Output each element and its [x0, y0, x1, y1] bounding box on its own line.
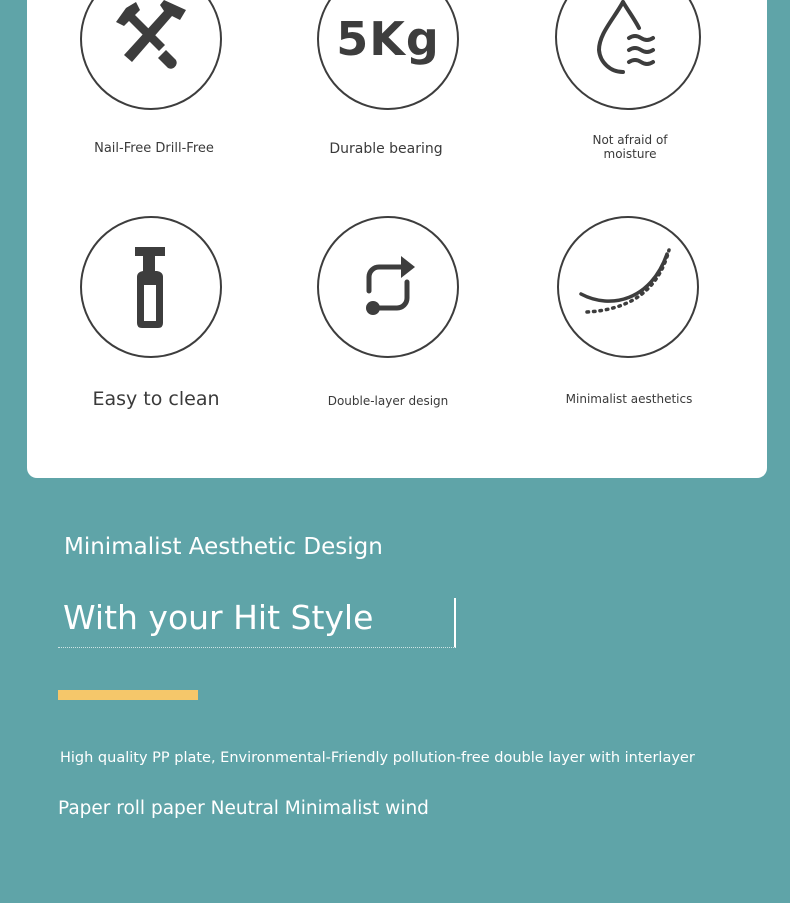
features-card: [27, 0, 767, 478]
accent-bar: [58, 690, 198, 700]
section-subheading: With your Hit Style: [63, 598, 374, 637]
loop-circle: [317, 216, 459, 358]
tools-icon: [106, 0, 196, 84]
curve-icon: [573, 242, 683, 332]
feature-label-moisture-1: Not afraid of: [592, 133, 668, 147]
feature-label-moisture-2: moisture: [603, 147, 657, 161]
section-heading: Minimalist Aesthetic Design: [64, 534, 383, 560]
feature-label-easy-clean: Easy to clean: [92, 388, 220, 410]
feature-label-durable-bearing: Durable bearing: [329, 141, 443, 157]
water-drop-icon: [583, 0, 673, 82]
feature-label-nail-free: Nail-Free Drill-Free: [94, 141, 214, 156]
spray-bottle-icon: [111, 237, 191, 337]
feature-label-minimalist: Minimalist aesthetics: [565, 392, 693, 406]
weight-circle: [317, 0, 459, 110]
water-circle: [555, 0, 701, 110]
loop-arrow-icon: [343, 242, 433, 332]
section-body-line1: High quality PP plate, Environmental-Friendly pollution-free double layer with interlayer: [60, 750, 695, 766]
curve-circle: [557, 216, 699, 358]
feature-label-double-layer: Double-layer design: [327, 394, 449, 408]
tools-circle: [80, 0, 222, 110]
spray-circle: [80, 216, 222, 358]
weight-value: 5Kg: [336, 12, 440, 66]
section-body-line2: Paper roll paper Neutral Minimalist wind: [58, 798, 429, 819]
